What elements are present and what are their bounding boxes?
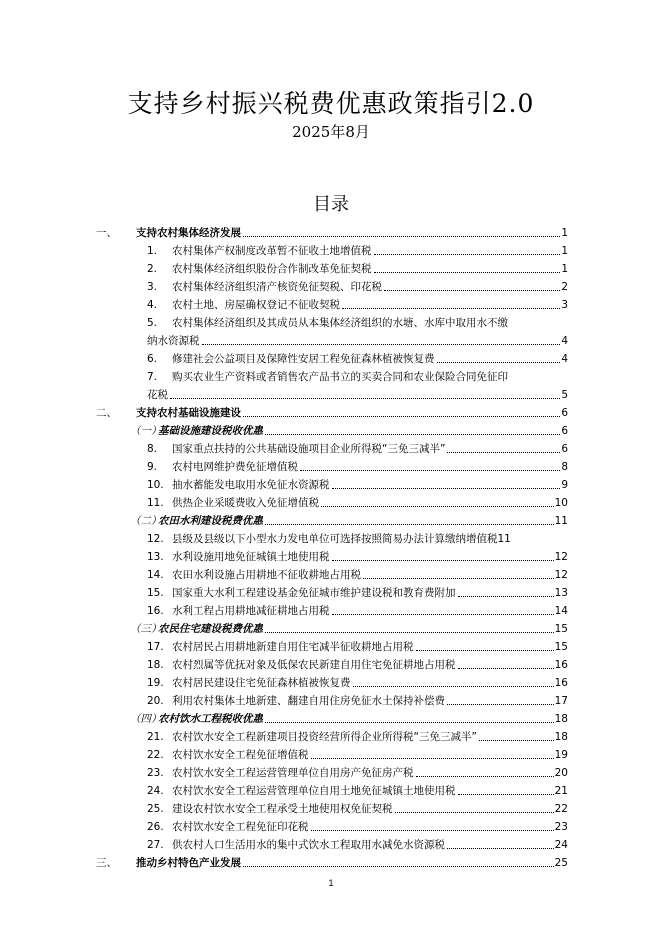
toc-entry[interactable] [96,510,568,528]
toc-entry-page: 6 [561,425,568,437]
toc-entry[interactable] [96,834,568,852]
toc-entry-page: 5 [561,389,568,401]
toc-entry-text: 利用农村集体土地新建、翻建自用住房免征水土保持补偿费 [172,695,445,707]
toc-entry-page: 1 [561,263,568,275]
toc-entry[interactable] [96,636,568,654]
toc-entry[interactable] [96,474,568,492]
toc-entry-text: 购买农业生产资料或者销售农产品书立的买卖合同和农业保险合同免征印 [172,371,508,383]
toc-entry-number: 6. [147,353,158,365]
toc-entry[interactable] [96,564,568,582]
toc-leader-dots [447,452,560,453]
toc-entry-text: 农村饮水安全工程运营管理单位自用土地免征城镇土地使用税 [172,785,456,797]
toc-leader-dots [479,740,554,741]
toc-entry-text: 县级及县级以下小型水力发电单位可选择按照简易办法计算缴纳增值税 [172,533,498,545]
toc-leader-dots [458,668,554,669]
toc-entry[interactable] [96,492,568,510]
toc-leader-dots [447,848,554,849]
toc-entry-text: 农田水利建设税费优惠 [158,515,263,527]
toc-entry-text: 推动乡村特色产业发展 [136,857,241,869]
toc-entry-page: 16 [554,677,568,689]
toc-entry-text: 供农村人口生活用水的集中式饮水工程取用水减免水资源税 [172,839,445,851]
toc-entry-text-continued: 花税 [147,389,168,401]
toc-entry-page: 6 [561,443,568,455]
toc-entry[interactable] [96,726,568,744]
toc-entry[interactable] [96,852,568,870]
toc-entry-page: 23 [554,821,568,833]
toc-entry-number: 5. [147,317,158,329]
toc-entry-page: 13 [554,587,568,599]
toc-entry[interactable] [96,312,568,348]
toc-entry-number: （一） [130,425,162,437]
toc-entry-page: 18 [554,713,568,725]
toc-leader-dots [447,704,554,705]
toc-entry-number: 17. [147,641,164,653]
toc-entry-text: 农村集体经济组织清产核资免征契税、印花税 [172,281,382,293]
toc-entry[interactable] [96,672,568,690]
toc-entry[interactable] [96,600,568,618]
toc-entry-text: 抽水蓄能发电取用水免征水资源税 [172,479,330,491]
toc-leader-dots [353,686,554,687]
toc-leader-dots [202,344,561,345]
toc-entry-page: 9 [561,479,568,491]
toc-leader-dots [243,866,554,867]
toc-leader-dots [311,830,554,831]
toc-entry-text: 农村土地、房屋确权登记不征收契税 [172,299,340,311]
toc-entry-text: 农村饮水安全工程免征增值税 [172,749,309,761]
toc-entry-number: 19. [147,677,164,689]
table-of-contents [96,222,568,870]
toc-leader-dots [265,434,560,435]
toc-entry-number: 11. [147,497,164,509]
toc-leader-dots [363,578,554,579]
toc-entry[interactable] [96,798,568,816]
toc-entry[interactable] [96,420,568,438]
toc-entry-page: 17 [554,695,568,707]
toc-entry-page: 16 [554,659,568,671]
page-number: 1 [328,878,334,888]
toc-leader-dots [265,722,554,723]
toc-entry-number: 13. [147,551,164,563]
toc-leader-dots [321,506,554,507]
toc-entry[interactable] [96,780,568,798]
toc-entry-number: 25. [147,803,164,815]
toc-entry-page: 19 [554,749,568,761]
toc-leader-dots [395,812,554,813]
toc-entry-number: 4. [147,299,158,311]
toc-entry-text: 农村饮水安全工程免征印花税 [172,821,309,833]
toc-entry-number: 12. [147,533,164,545]
toc-heading: 目录 [313,194,349,215]
toc-leader-dots [332,560,554,561]
toc-entry-text: 农村电网维护费免征增值税 [172,461,298,473]
toc-entry-number: 21. [147,731,164,743]
toc-entry[interactable] [96,546,568,564]
toc-entry-page: 10 [554,497,568,509]
toc-leader-dots [332,488,561,489]
toc-entry-text: 供热企业采暖费收入免征增值税 [172,497,319,509]
toc-entry-number: 二、 [96,407,117,419]
toc-entry-number: 8. [147,443,158,455]
toc-entry-text: 基础设施建设税收优惠 [158,425,263,437]
toc-entry-page: 21 [554,785,568,797]
toc-leader-dots [342,308,560,309]
toc-entry[interactable] [96,528,568,546]
toc-leader-dots [311,758,554,759]
toc-leader-dots [300,470,560,471]
toc-leader-dots [243,416,560,417]
toc-leader-dots [437,362,561,363]
toc-entry[interactable] [96,258,568,276]
toc-entry-text: 水利设施用地免征城镇土地使用税 [172,551,330,563]
toc-entry-text: 农田水利设施占用耕地不征收耕地占用税 [172,569,361,581]
toc-entry-text-continued: 纳水资源税 [147,335,200,347]
toc-entry-text: 农村烈属等优抚对象及低保农民新建自用住宅免征耕地占用税 [172,659,456,671]
toc-entry-page: 11 [554,515,568,527]
toc-entry-page: 20 [554,767,568,779]
toc-entry-page: 25 [554,857,568,869]
toc-entry-page: 1 [561,227,568,239]
toc-entry-number: 27. [147,839,164,851]
toc-entry-page: 18 [554,731,568,743]
toc-entry-number: 16. [147,605,164,617]
toc-entry-page: 4 [561,353,568,365]
toc-entry-text: 农村饮水安全工程运营管理单位自用房产免征房产税 [172,767,414,779]
toc-entry-number: 10. [147,479,164,491]
toc-entry-page: 6 [561,407,568,419]
toc-leader-dots [384,290,560,291]
toc-entry[interactable] [96,294,568,312]
toc-entry-number: 18. [147,659,164,671]
toc-entry-text: 支持农村集体经济发展 [136,227,241,239]
toc-entry-text: 支持农村基础设施建设 [136,407,241,419]
toc-entry-number: （四） [130,713,162,725]
toc-entry-number: 3. [147,281,158,293]
toc-entry[interactable] [96,582,568,600]
document-date: 2025年8月 [292,123,370,141]
toc-entry-number: 2. [147,263,158,275]
toc-entry-page: 4 [561,335,568,347]
toc-leader-dots [243,236,560,237]
toc-entry-text: 农村居民占用耕地新建自用住宅减半征收耕地占用税 [172,641,414,653]
toc-entry-page: 2 [561,281,568,293]
toc-entry-text: 国家重点扶持的公共基础设施项目企业所得税“三免三减半” [172,443,446,455]
toc-entry-text: 建设农村饮水安全工程承受土地使用权免征契税 [172,803,393,815]
toc-entry[interactable] [96,618,568,636]
toc-entry-page: 14 [554,605,568,617]
toc-entry-text: 农村集体产权制度改革暂不征收土地增值税 [172,245,372,257]
toc-entry-page: 15 [554,641,568,653]
toc-entry[interactable] [96,708,568,726]
toc-entry-page: 22 [554,803,568,815]
toc-entry-number: 一、 [96,227,117,239]
toc-entry[interactable] [96,816,568,834]
toc-entry-number: 24. [147,785,164,797]
toc-entry[interactable] [96,276,568,294]
toc-leader-dots [374,272,561,273]
toc-entry-number: 三、 [96,857,117,869]
toc-entry-number: 7. [147,371,158,383]
toc-entry[interactable] [96,456,568,474]
toc-entry-page: 1 [561,245,568,257]
toc-entry-text: 国家重大水利工程建设基金免征城市维护建设税和教育费附加 [172,587,456,599]
toc-entry[interactable] [96,690,568,708]
toc-entry-page: 24 [554,839,568,851]
toc-leader-dots [416,776,554,777]
toc-entry-number: （二） [130,515,162,527]
toc-entry[interactable] [96,762,568,780]
toc-leader-dots [458,596,554,597]
toc-entry[interactable] [96,402,568,420]
toc-entry-text: 农村饮水安全工程新建项目投资经营所得企业所得税“三免三减半” [172,731,477,743]
toc-entry-text: 农村居民建设住宅免征森林植被恢复费 [172,677,351,689]
toc-entry-text: 农村饮水工程税收优惠 [158,713,263,725]
toc-entry[interactable] [96,366,568,402]
toc-leader-dots [265,632,554,633]
toc-entry-number: 14. [147,569,164,581]
toc-entry-number: （三） [130,623,162,635]
toc-entry[interactable] [96,240,568,258]
toc-entry-page: 15 [554,623,568,635]
toc-entry-text: 水利工程占用耕地减征耕地占用税 [172,605,330,617]
toc-entry[interactable] [96,654,568,672]
toc-entry[interactable] [96,222,568,240]
toc-leader-dots [416,650,554,651]
toc-leader-dots [170,398,560,399]
toc-entry[interactable] [96,348,568,366]
toc-entry-number: 23. [147,767,164,779]
toc-entry-number: 26. [147,821,164,833]
toc-entry-page: 12 [554,569,568,581]
toc-entry-page: 8 [561,461,568,473]
toc-entry-number: 1. [147,245,158,257]
toc-entry-page: 11 [497,533,511,545]
toc-leader-dots [265,524,554,525]
toc-entry-number: 9. [147,461,158,473]
toc-leader-dots [332,614,554,615]
toc-entry-page: 12 [554,551,568,563]
toc-entry-text: 农村集体经济组织股份合作制改革免征契税 [172,263,372,275]
toc-entry-number: 15. [147,587,164,599]
toc-entry-text: 修建社会公益项目及保障性安居工程免征森林植被恢复费 [172,353,435,365]
toc-entry-number: 22. [147,749,164,761]
toc-entry-page: 3 [561,299,568,311]
toc-entry-text: 农民住宅建设税费优惠 [158,623,263,635]
toc-entry-number: 20. [147,695,164,707]
toc-entry[interactable] [96,744,568,762]
toc-entry[interactable] [96,438,568,456]
toc-leader-dots [374,254,561,255]
toc-entry-text: 农村集体经济组织及其成员从本集体经济组织的水塘、水库中取用水不缴 [172,317,508,329]
document-title: 支持乡村振兴税费优惠政策指引2.0 [127,89,535,118]
toc-leader-dots [458,794,554,795]
